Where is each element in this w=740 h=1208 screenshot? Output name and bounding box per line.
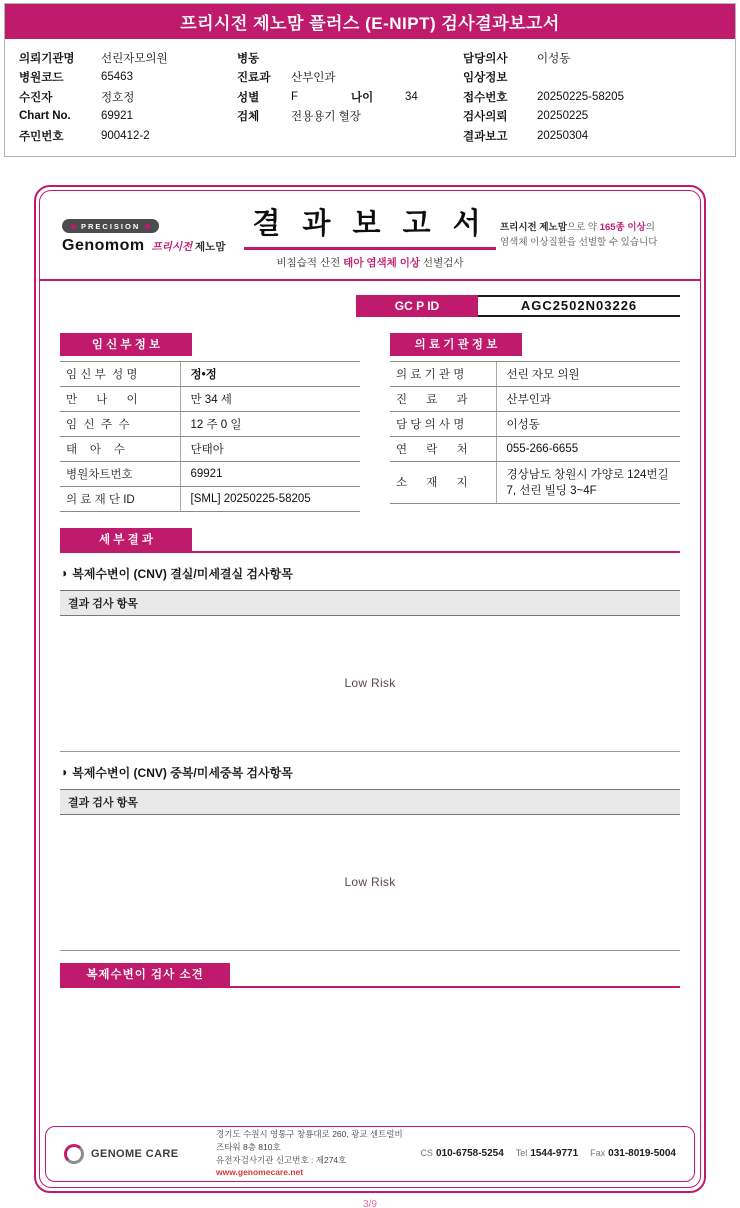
field-label: 임상정보 xyxy=(463,72,508,85)
row-value: 단태아 xyxy=(180,436,360,461)
cnv-deletion-result-area xyxy=(60,616,680,752)
footer-tel xyxy=(516,1148,578,1159)
field-value: 34 xyxy=(405,90,418,103)
gcpid-bar xyxy=(356,295,680,317)
cnv-findings-area xyxy=(60,988,680,1146)
subtitle-prefix: 비침습적 산전 xyxy=(276,257,344,269)
field-value: 69921 xyxy=(101,110,133,123)
row-label: 소 재 지 xyxy=(390,461,496,503)
row-label: 병원차트번호 xyxy=(60,461,180,486)
genomom-logo xyxy=(62,216,240,256)
field-chart-no xyxy=(19,107,237,127)
field-value: 선린자모의원 xyxy=(101,52,168,65)
genome-care-logo-icon xyxy=(64,1144,84,1164)
field-department xyxy=(237,68,463,88)
cnv-duplication-column-header: 결과 검사 항목 xyxy=(60,789,680,815)
patient-header-block xyxy=(4,3,736,157)
mother-info-table xyxy=(60,361,360,512)
field-label: 나이 xyxy=(351,91,374,104)
row-address xyxy=(390,461,680,503)
row-lab-id xyxy=(60,486,360,511)
report-main-title: 결 과 보 고 서 xyxy=(244,201,495,250)
field-label: 결과보고 xyxy=(463,130,508,143)
row-label: 담 당 의 사 명 xyxy=(390,411,496,436)
brand-korean-genomom: 제노맘 xyxy=(192,241,226,254)
row-value: 12 주 0 일 xyxy=(180,411,360,436)
footer-fax-number: 031-8019-5004 xyxy=(608,1148,676,1159)
half-circle-icon: ◑ xyxy=(60,566,68,580)
half-circle-icon: ◑ xyxy=(60,765,68,779)
row-fetus-count xyxy=(60,436,360,461)
field-value: 20250225 xyxy=(537,110,589,123)
footer-cs-label: CS xyxy=(420,1148,433,1158)
field-referring-org xyxy=(19,48,237,68)
page-number: 3/9 xyxy=(363,1198,377,1208)
tagline-mid: 으로 약 xyxy=(566,221,600,233)
field-value: F xyxy=(291,90,299,103)
field-request-date xyxy=(463,107,721,127)
field-specimen xyxy=(237,107,463,127)
report-subtitle xyxy=(240,255,500,270)
cnv-duplication-result: Low Risk xyxy=(344,875,396,889)
row-value: 055-266-6655 xyxy=(496,436,680,461)
row-label: 의 료 재 단 ID xyxy=(60,486,180,511)
row-label: 연 락 처 xyxy=(390,436,496,461)
cnv-deletion-section-title xyxy=(60,565,680,582)
patient-info-grid xyxy=(5,39,735,156)
field-clinical-info xyxy=(463,68,721,88)
cnv-deletion-result: Low Risk xyxy=(344,676,396,690)
report-title-bar: 프리시전 제노맘 플러스 (E-NIPT) 검사결과보고서 xyxy=(5,4,735,39)
field-value: 65463 xyxy=(101,71,133,84)
report-body-inner xyxy=(39,190,701,1188)
field-label: 검사의뢰 xyxy=(463,111,508,124)
gcpid-label: GC P ID xyxy=(356,295,478,317)
field-value: 20250225-58205 xyxy=(537,90,624,103)
row-value: 경상남도 창원시 가양로 124번길 7, 선린 빌딩 3~4F xyxy=(496,461,680,503)
mother-info-block xyxy=(60,333,360,512)
cnv-findings-header: 복제수변이 검사 소견 xyxy=(60,963,230,986)
field-label: 접수번호 xyxy=(463,91,508,104)
row-clinic-name xyxy=(390,361,680,386)
row-value: 만 34 세 xyxy=(180,386,360,411)
field-value: 산부인과 xyxy=(291,72,336,85)
footer-address-line2: 유전자검사기관 신고번호 : 제274호 xyxy=(216,1154,347,1165)
subtitle-suffix: 선별검사 xyxy=(420,257,464,269)
brand-korean-precision: 프리시전 xyxy=(148,241,193,254)
field-label: 진료과 xyxy=(237,72,271,85)
row-mother-name xyxy=(60,361,360,386)
row-value: 정•정 xyxy=(180,361,360,386)
clinic-info-header: 의 료 기 관 정 보 xyxy=(390,333,522,356)
field-label: 병원코드 xyxy=(19,72,64,85)
report-tagline xyxy=(500,221,678,250)
row-label: 진 료 과 xyxy=(390,386,496,411)
tagline-suffix: 의 xyxy=(645,221,655,233)
field-value: 20250304 xyxy=(537,129,589,142)
cnv-deletion-title-text: 복제수변이 (CNV) 결실/미세결실 검사항목 xyxy=(72,566,293,581)
detail-result-header-row xyxy=(60,528,680,553)
cnv-findings-header-row xyxy=(60,963,680,988)
gcpid-value: AGC2502N03226 xyxy=(478,295,680,317)
field-resident-id xyxy=(19,126,237,146)
field-report-date xyxy=(463,126,721,146)
field-label: Chart No. xyxy=(19,110,71,123)
clinic-info-block xyxy=(390,333,680,512)
footer-fax xyxy=(590,1148,676,1159)
info-tables xyxy=(60,333,680,512)
badge-dot-icon xyxy=(71,224,76,229)
row-hospital-chart-no xyxy=(60,461,360,486)
footer-contact xyxy=(420,1148,676,1159)
footer-tel-number: 1544-9771 xyxy=(530,1148,579,1159)
genome-care-logo xyxy=(64,1144,202,1164)
genome-care-logo-text: GENOME CARE xyxy=(91,1147,179,1160)
field-doctor xyxy=(463,48,721,68)
row-clinic-department xyxy=(390,386,680,411)
tagline-line2: 염색체 이상질환을 선별할 수 있습니다 xyxy=(500,236,658,248)
report-footer xyxy=(45,1126,695,1182)
footer-fax-label: Fax xyxy=(590,1148,606,1158)
patient-info-column-2 xyxy=(237,48,463,146)
brand-row xyxy=(62,237,240,255)
row-contact xyxy=(390,436,680,461)
cnv-duplication-result-area xyxy=(60,815,680,951)
patient-info-column-3 xyxy=(463,48,721,146)
brand-name: Genomom xyxy=(62,237,145,255)
row-label: 임 신 주 수 xyxy=(60,411,180,436)
row-value: 이성동 xyxy=(496,411,680,436)
field-hospital-code xyxy=(19,68,237,88)
row-label: 태 아 수 xyxy=(60,436,180,461)
row-label: 만 나 이 xyxy=(60,386,180,411)
field-label: 담당의사 xyxy=(463,52,508,65)
footer-address-line1: 경기도 수원시 영통구 창룡대로 260, 광교 센트럴비즈타워 8층 810호 xyxy=(216,1129,403,1152)
cnv-duplication-title-text: 복제수변이 (CNV) 중복/미세중복 검사항목 xyxy=(72,765,293,780)
precision-badge xyxy=(62,219,159,233)
field-ward xyxy=(237,48,463,68)
mother-info-header: 임 신 부 정 보 xyxy=(60,333,192,356)
footer-address xyxy=(216,1128,406,1179)
clinic-info-table xyxy=(390,361,680,504)
field-value: 이성동 xyxy=(537,52,571,65)
detail-result-header: 세 부 결 과 xyxy=(60,528,192,551)
field-value: 전용용기 혈장 xyxy=(291,111,361,124)
field-label: 성별 xyxy=(237,91,260,104)
row-doctor-name xyxy=(390,411,680,436)
field-label: 의뢰기관명 xyxy=(19,52,75,65)
report-masthead xyxy=(40,191,700,281)
row-value: 69921 xyxy=(180,461,360,486)
cnv-duplication-section-title xyxy=(60,764,680,781)
report-content xyxy=(40,295,700,1146)
row-mother-age xyxy=(60,386,360,411)
row-label: 임 신 부 성 명 xyxy=(60,361,180,386)
field-patient-name xyxy=(19,87,237,107)
tagline-count: 165종 이상 xyxy=(599,221,646,233)
row-value: [SML] 20250225-58205 xyxy=(180,486,360,511)
badge-dot-icon xyxy=(145,224,150,229)
row-value: 산부인과 xyxy=(496,386,680,411)
footer-cs-number: 010-6758-5254 xyxy=(435,1148,504,1159)
row-gestational-age xyxy=(60,411,360,436)
field-label: 주민번호 xyxy=(19,130,64,143)
tagline-brand: 프리시전 제노맘 xyxy=(500,221,567,233)
field-sex-age xyxy=(237,87,463,107)
footer-tel-label: Tel xyxy=(515,1148,528,1158)
row-label: 의 료 기 관 명 xyxy=(390,361,496,386)
field-value: 정호정 xyxy=(101,91,135,104)
field-label: 검체 xyxy=(237,111,260,124)
field-accession-no xyxy=(463,87,721,107)
field-label: 수진자 xyxy=(19,91,53,104)
field-value: 900412-2 xyxy=(101,129,150,142)
patient-info-column-1 xyxy=(19,48,237,146)
report-body-box xyxy=(34,185,706,1193)
field-label: 병동 xyxy=(237,52,260,65)
footer-website: www.genomecare.net xyxy=(216,1167,304,1178)
report-title-block xyxy=(240,201,500,270)
subtitle-accent: 태아 염색체 이상 xyxy=(343,257,421,269)
cnv-deletion-column-header: 결과 검사 항목 xyxy=(60,590,680,616)
row-value: 선린 자모 의원 xyxy=(496,361,680,386)
precision-badge-label: PRECISION xyxy=(81,221,141,231)
footer-cs xyxy=(420,1148,503,1159)
